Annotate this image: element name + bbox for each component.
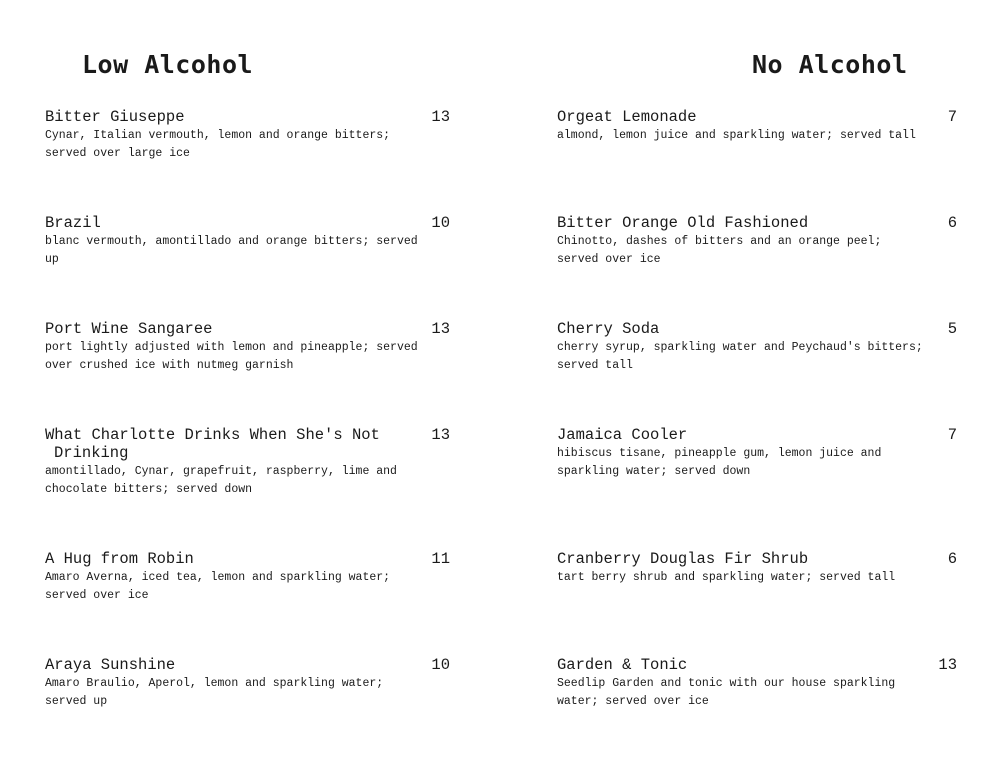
menu-item-header — [557, 426, 957, 444]
menu-item-jamaica-cooler — [557, 426, 957, 481]
menu-item-name: Araya Sunshine — [45, 656, 176, 674]
description-line: Chinotto, dashes of bitters and an orange peel; — [557, 235, 882, 248]
menu-item-header — [45, 320, 450, 338]
description-line: port lightly adjusted with lemon and pineapple; served — [45, 341, 418, 354]
menu-item-header — [45, 108, 450, 126]
description-line: sparkling water; served down — [557, 465, 751, 478]
description-line: over crushed ice with nutmeg garnish — [45, 359, 294, 372]
menu-item-price: 13 — [938, 656, 957, 674]
low-alcohol-heading: Low Alcohol — [82, 50, 254, 79]
menu-item-name: Bitter Orange Old Fashioned — [557, 214, 809, 232]
menu-item-price: 5 — [947, 320, 957, 338]
menu-item-name-line: What Charlotte Drinks When She's Not — [45, 426, 380, 444]
description-line: tart berry shrub and sparkling water; served tall — [557, 571, 896, 584]
menu-item-name: Brazil — [45, 214, 101, 232]
menu-item-garden-and-tonic — [557, 656, 957, 711]
menu-item-description — [45, 675, 450, 711]
menu-item-price: 13 — [431, 426, 450, 444]
menu-item-description — [45, 463, 450, 499]
menu-item-description — [557, 339, 957, 375]
menu-item-header — [557, 656, 957, 674]
menu-item-header — [557, 550, 957, 568]
menu-item-name — [45, 426, 450, 462]
menu-item-bitter-giuseppe — [45, 108, 450, 163]
description-line: served over ice — [45, 589, 149, 602]
menu-item-name: Jamaica Cooler — [557, 426, 688, 444]
menu-item-price: 7 — [947, 108, 957, 126]
description-line: cherry syrup, sparkling water and Peychaud's bitters; — [557, 341, 923, 354]
menu-item-bitter-orange-old-fashioned — [557, 214, 957, 269]
description-line: Seedlip Garden and tonic with our house sparkling — [557, 677, 896, 690]
menu-item-price: 7 — [947, 426, 957, 444]
description-line: served tall — [557, 359, 633, 372]
menu-item-cherry-soda — [557, 320, 957, 375]
menu-item-name: Bitter Giuseppe — [45, 108, 185, 126]
menu-item-header — [557, 320, 957, 338]
description-line: hibiscus tisane, pineapple gum, lemon juice and — [557, 447, 882, 460]
menu-item-name: Orgeat Lemonade — [557, 108, 697, 126]
description-line: blanc vermouth, amontillado and orange bitters; served — [45, 235, 418, 248]
description-line: Cynar, Italian vermouth, lemon and orange bitters; — [45, 129, 391, 142]
description-line: served over ice — [557, 253, 661, 266]
menu-item-header — [45, 550, 450, 568]
description-line: water; served over ice — [557, 695, 709, 708]
menu-item-description — [45, 569, 450, 605]
menu-item-name: Port Wine Sangaree — [45, 320, 213, 338]
description-line: amontillado, Cynar, grapefruit, raspberry, lime and — [45, 465, 397, 478]
menu-item-description — [45, 233, 450, 269]
menu-item-name: A Hug from Robin — [45, 550, 194, 568]
menu-item-header — [557, 214, 957, 232]
description-line: chocolate bitters; served down — [45, 483, 253, 496]
menu-item-description — [557, 445, 957, 481]
description-line: served over large ice — [45, 147, 190, 160]
menu-item-price: 13 — [431, 320, 450, 338]
menu-item-port-wine-sangaree — [45, 320, 450, 375]
menu-item-price: 13 — [431, 108, 450, 126]
menu-item-description — [45, 339, 450, 375]
menu-item-price: 10 — [431, 656, 450, 674]
menu-item-description — [557, 675, 957, 711]
description-line: almond, lemon juice and sparkling water; served tall — [557, 129, 916, 142]
menu-item-description — [557, 233, 957, 269]
description-line: Amaro Braulio, Aperol, lemon and sparkling water; — [45, 677, 384, 690]
menu-item-name: Cranberry Douglas Fir Shrub — [557, 550, 809, 568]
menu-item-header — [45, 656, 450, 674]
menu-item-description — [557, 569, 957, 587]
description-line: Amaro Averna, iced tea, lemon and sparkling water; — [45, 571, 391, 584]
menu-item-cranberry-douglas-fir-shrub — [557, 550, 957, 587]
menu-item-price: 6 — [947, 550, 957, 568]
menu-item-description — [557, 127, 957, 145]
menu-item-header — [45, 214, 450, 232]
description-line: up — [45, 253, 59, 266]
menu-item-header — [557, 108, 957, 126]
description-line: served up — [45, 695, 108, 708]
menu-item-price: 6 — [947, 214, 957, 232]
menu-item-name-line: Drinking — [54, 444, 129, 462]
menu-item-price: 11 — [431, 550, 450, 568]
menu-item-what-charlotte-drinks — [45, 426, 450, 499]
menu-item-araya-sunshine — [45, 656, 450, 711]
menu-item-name: Cherry Soda — [557, 320, 660, 338]
menu-item-header — [45, 426, 450, 462]
menu-item-brazil — [45, 214, 450, 269]
menu-item-price: 10 — [431, 214, 450, 232]
menu-item-description — [45, 127, 450, 163]
menu-item-a-hug-from-robin — [45, 550, 450, 605]
menu-item-orgeat-lemonade — [557, 108, 957, 145]
menu-item-name: Garden & Tonic — [557, 656, 688, 674]
no-alcohol-heading: No Alcohol — [752, 50, 908, 79]
